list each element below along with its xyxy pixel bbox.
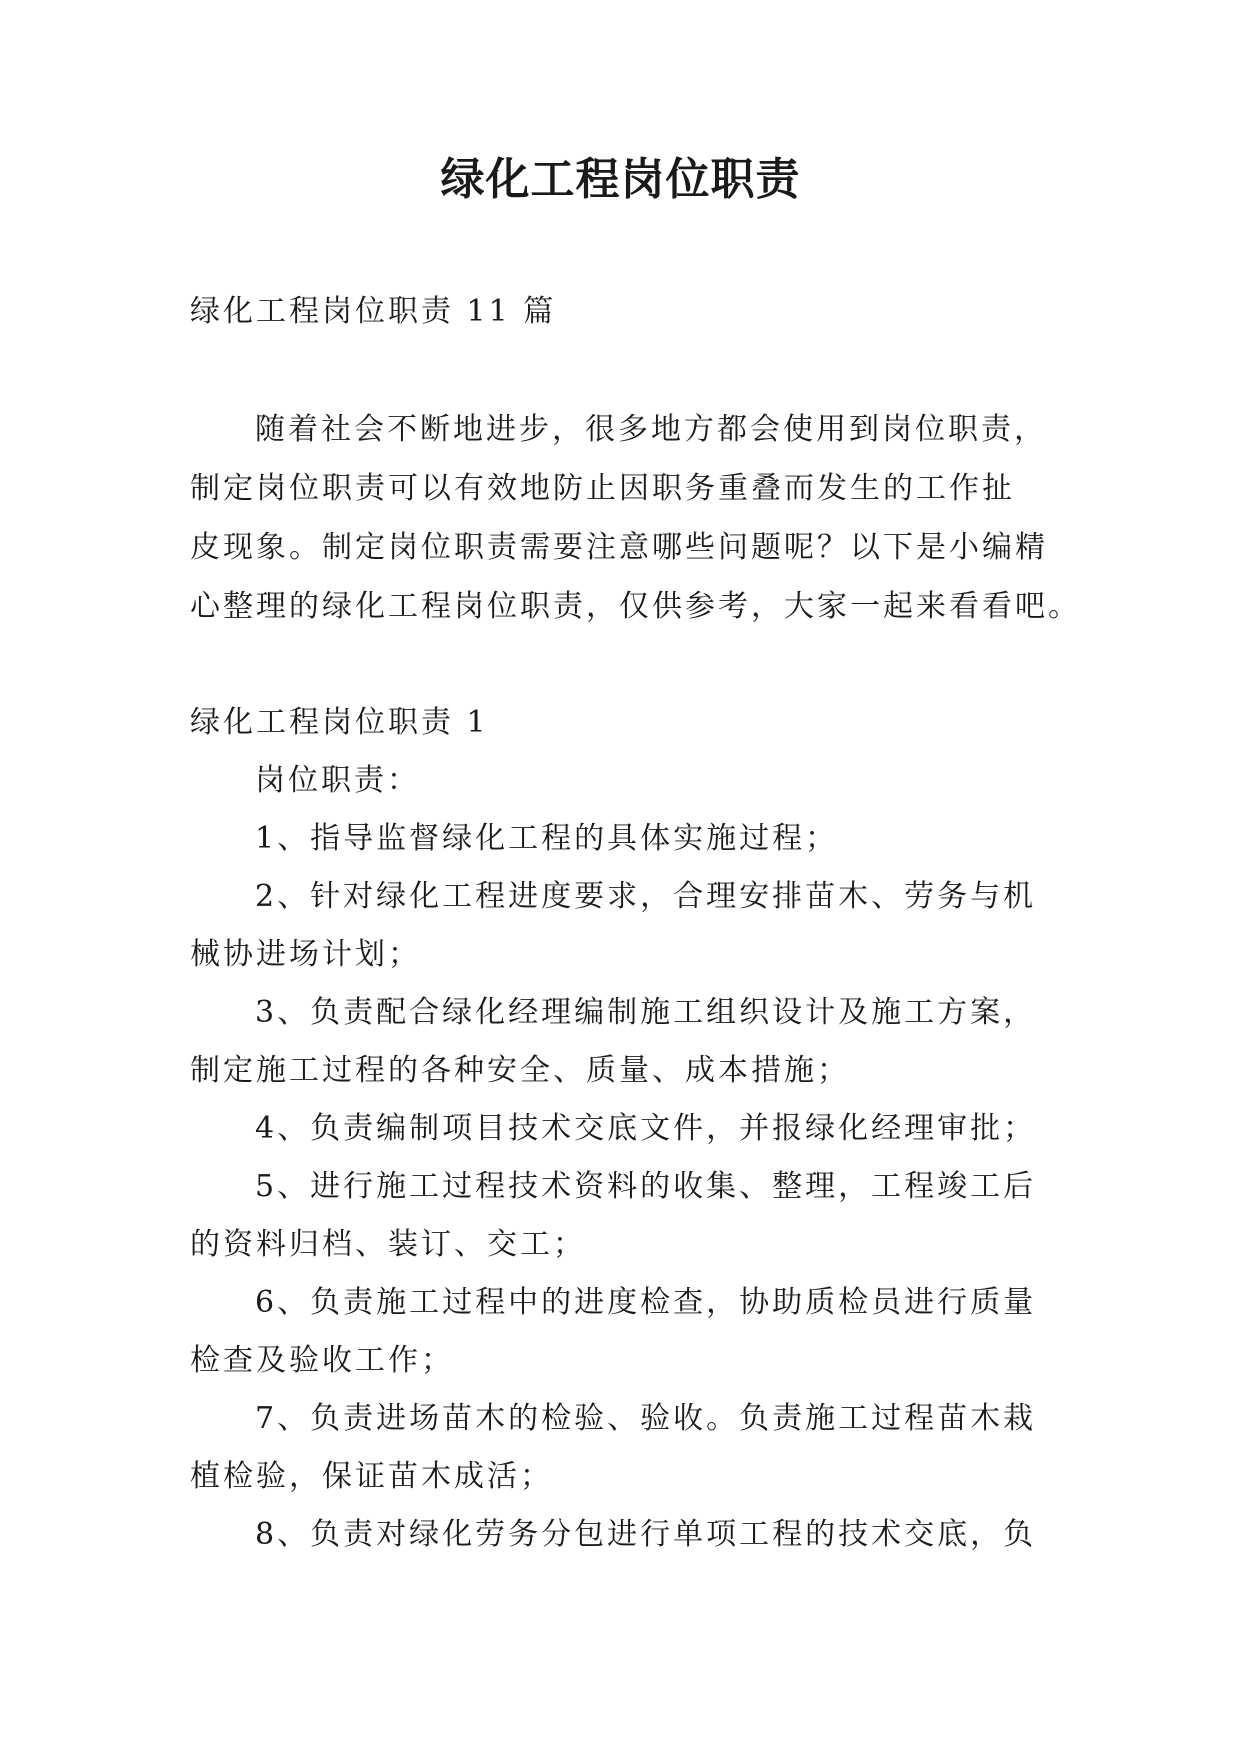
duty-item-line: 植检验，保证苗木成活； xyxy=(190,1459,553,1494)
section-heading: 绿化工程岗位职责 1 xyxy=(190,705,489,740)
duty-item-line: 7、负责进场苗木的检验、验收。负责施工过程苗木栽 xyxy=(255,1401,1037,1436)
duty-item-line: 6、负责施工过程中的进度检查，协助质检员进行质量 xyxy=(255,1285,1037,1320)
document-title: 绿化工程岗位职责 xyxy=(440,154,801,205)
duty-item-line: 的资料归档、装订、交工； xyxy=(190,1227,586,1262)
duty-item-line: 检查及验收工作； xyxy=(190,1343,454,1378)
section-label: 岗位职责： xyxy=(255,763,420,798)
duty-item-line: 3、负责配合绿化经理编制施工组织设计及施工方案， xyxy=(255,995,1037,1030)
duty-item-line: 械协进场计划； xyxy=(190,937,421,972)
duty-item-line: 5、进行施工过程技术资料的收集、整理，工程竣工后 xyxy=(255,1169,1037,1204)
duty-item-line: 8、负责对绿化劳务分包进行单项工程的技术交底，负 xyxy=(255,1517,1037,1552)
duty-item-line: 4、负责编制项目技术交底文件，并报绿化经理审批； xyxy=(255,1111,1037,1146)
intro-line: 皮现象。制定岗位职责需要注意哪些问题呢？以下是小编精 xyxy=(190,530,1048,565)
intro-line: 心整理的绿化工程岗位职责，仅供参考，大家一起来看看吧。 xyxy=(190,589,1081,624)
duty-item-line: 制定施工过程的各种安全、质量、成本措施； xyxy=(190,1053,850,1088)
intro-line: 随着社会不断地进步，很多地方都会使用到岗位职责， xyxy=(255,412,1047,447)
duty-item-line: 2、针对绿化工程进度要求，合理安排苗木、劳务与机 xyxy=(255,879,1037,914)
document-subtitle: 绿化工程岗位职责 11 篇 xyxy=(190,294,557,329)
duty-item-line: 1、指导监督绿化工程的具体实施过程； xyxy=(255,821,839,856)
intro-line: 制定岗位职责可以有效地防止因职务重叠而发生的工作扯 xyxy=(190,471,1015,506)
